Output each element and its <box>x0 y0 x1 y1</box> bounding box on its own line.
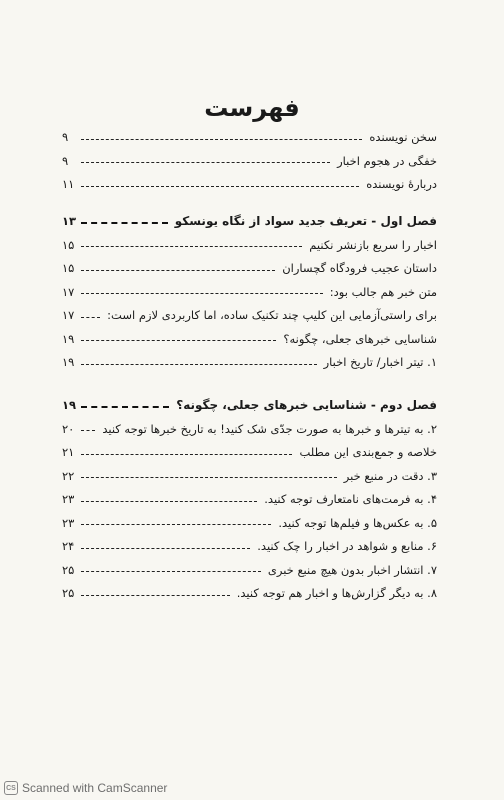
toc-dot-leader <box>81 430 95 431</box>
toc-entry-label: خلاصه و جمع‌بندی این مطلب <box>299 445 437 459</box>
toc-entry-label: فصل اول - تعریف جدید سواد از نگاه یونسکو <box>174 214 437 228</box>
toc-entry-label: ۳. دقت در منبع خبر <box>343 468 437 483</box>
toc-entry-label: متن خبر هم جالب بود: <box>329 284 437 299</box>
toc-entry <box>62 584 437 602</box>
toc-chapter-heading <box>62 396 437 414</box>
toc-dot-leader <box>81 524 271 525</box>
toc-entry <box>62 175 437 193</box>
toc-entry <box>62 152 437 170</box>
toc-page-number: ۱۹ <box>62 355 75 369</box>
toc-dot-leader <box>81 293 323 294</box>
toc-entry-label: داستان عجیب فرودگاه گچساران <box>282 261 437 275</box>
toc-entry-label: ۱. تیتر اخبار/ تاریخ اخبار <box>323 355 437 369</box>
toc-entry-label: اخبار را سریع بازنشر نکنیم <box>309 237 437 252</box>
toc-entry-label: ۲. به تیترها و خبرها به صورت جدّی شک کنید! به تاریخ خبرها توجه کنید <box>102 421 437 436</box>
watermark-text: Scanned with CamScanner <box>22 781 168 795</box>
toc-entry <box>62 467 437 485</box>
toc-entry-label: سخن نویسنده <box>369 130 437 144</box>
camscanner-logo-icon: CS <box>4 781 18 795</box>
toc-dot-leader <box>81 501 257 502</box>
toc-entry <box>62 259 437 277</box>
toc-entry <box>62 306 437 324</box>
toc-dot-leader <box>81 246 302 247</box>
toc-page-number: ۲۲ <box>62 468 75 483</box>
toc-entry-label: برای راستی‌آزمایی این کلیپ چند تکنیک ساده، اما کاربردی لازم است: <box>107 308 437 322</box>
toc-entry <box>62 330 437 348</box>
toc-dot-leader <box>81 571 261 572</box>
toc-entry <box>62 353 437 371</box>
toc-page-number: ۲۳ <box>62 492 75 506</box>
toc-dot-leader <box>81 406 169 408</box>
toc-page-number: ۱۹ <box>62 398 77 412</box>
toc-entry-label: ۸. به دیگر گزارش‌ها و اخبار هم توجه کنید. <box>236 586 437 600</box>
toc-dot-leader <box>81 454 292 455</box>
toc-page-number: ۱۷ <box>62 284 75 299</box>
toc-entry <box>62 514 437 532</box>
toc-dot-leader <box>81 139 362 140</box>
toc-dot-leader <box>81 477 337 478</box>
toc-entry <box>62 490 437 508</box>
toc-entry <box>62 443 437 461</box>
toc-dot-leader <box>81 364 317 365</box>
toc-page-number: ۲۴ <box>62 539 75 553</box>
toc-dot-leader <box>81 340 276 341</box>
toc-page-number: ۱۵ <box>62 261 75 275</box>
toc-entry-label: ۵. به عکس‌ها و فیلم‌ها توجه کنید. <box>278 515 437 530</box>
toc-page-number: ۹ <box>62 130 69 144</box>
toc-dot-leader <box>81 186 359 187</box>
toc-page-number: ۱۷ <box>62 308 75 322</box>
toc-entry-label: فصل دوم - شناسایی خبرهای جعلی، چگونه؟ <box>176 398 437 412</box>
toc-entry <box>62 561 437 579</box>
toc-entry-label: دربارهٔ نویسنده <box>366 177 437 191</box>
toc-page-number: ۱۹ <box>62 331 75 346</box>
page-title: فهرست <box>204 94 300 122</box>
toc-dot-leader <box>81 270 275 271</box>
toc-page-number: ۲۳ <box>62 515 75 530</box>
toc-page-number: ۹ <box>62 153 69 168</box>
toc-page-number: ۱۱ <box>62 177 75 191</box>
toc-page-number: ۲۵ <box>62 562 75 577</box>
toc-entry <box>62 236 437 254</box>
toc-page-number: ۱۵ <box>62 237 75 252</box>
toc-entry-label: ۶. منابع و شواهد در اخبار را چک کنید. <box>257 539 437 553</box>
toc-entry <box>62 420 437 438</box>
toc-chapter-heading <box>62 212 437 230</box>
toc-dot-leader <box>81 222 168 224</box>
toc-entry-label: ۷. انتشار اخبار بدون هیچ منبع خبری <box>267 562 437 577</box>
toc-entry <box>62 128 437 146</box>
toc-dot-leader <box>81 548 250 549</box>
toc-entry <box>62 283 437 301</box>
toc-entry <box>62 537 437 555</box>
toc-entry-label: ۴. به فرمت‌های نامتعارف توجه کنید. <box>264 492 437 506</box>
toc-page-number: ۲۰ <box>62 421 75 436</box>
toc-dot-leader <box>81 595 230 596</box>
toc-dot-leader <box>81 162 330 163</box>
toc-entry-label: شناسایی خبرهای جعلی، چگونه؟ <box>283 331 437 346</box>
toc-page-number: ۱۳ <box>62 214 77 228</box>
scanner-watermark <box>4 780 167 796</box>
toc-dot-leader <box>81 317 100 318</box>
toc-entry-label: خفگی در هجوم اخبار <box>337 153 437 168</box>
toc-page-number: ۲۱ <box>62 445 75 459</box>
toc-page-number: ۲۵ <box>62 586 75 600</box>
